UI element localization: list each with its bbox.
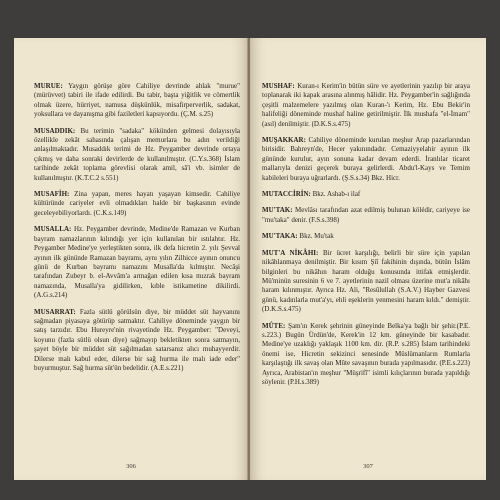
entry-definition: Bir ücret karşılığı, belirli bir süre için yapılan nikâhlanmaya denilmiştir. Bir kısım Şiî fakihinin dışında, bütün İslâm bilginleri bu nikâhın haram olduğu konusunda ittifak etmişlerdir. Mü'minün suresinin 6 ve 7. ayetlerinin nazil olması üzerine mut'a nikâhı haram kılınmıştır. Ayrıca Hz. Ali, "Resûlullah (S.A.V.) Hayber Gazvesi günü, kadınlarla mut'a'yı, ehli eşeklerin yenmesini haram kıldı." demiştir. (D.K.S.s.475) <box>262 248 470 314</box>
entry-definition: Zina yapan, meres hayatı yaşayan kimsedir. Cahiliye kültüründe cariyeler evli olmadıkları halde bir başkasının evinde geceleyebiliyorlardı. (C.K.s.149) <box>34 190 241 217</box>
dictionary-entry <box>34 127 240 183</box>
entry-definition: Hz. Peygamber devrinde, Medine'de Ramazan ve Kurban bayram namazlarının kılındığı yer için kullanılan bir ıstılahtır. Hz. Peygamber Medine'ye yerleştikten sonra, ilk defa hicretin 2. yılı Şevval ayının ilk gününde Ramazan bayramı, aynı yılın Zilhicce ayının onuncu günü de Kurban bayramı namazını Musalla'da kılmıştır. Necâşi tarafından Zubeyr b. el-Avvâm'a armağan edilen kısa mızrak bayram namazında, Musalla'ya gidilirken, kıble istikametine dikilirdi. (A.G.s.214) <box>34 225 240 300</box>
dictionary-entry <box>262 206 470 225</box>
entry-definition: Mevlâsı tarafından azat edilmiş bulunan kölédir, cariyeye ise "mu'taka" denir. (F.S.s.398) <box>262 206 471 224</box>
entry-term: MUSADDIK: <box>34 126 76 135</box>
entry-definition: Yaygın görüşe göre Cahiliye devrinde ahlak "murue" (mürüvvet) tabiri ile ifade edilirdi. Bu tabir, başta yiğitlik ve cömertlik olmak üzere, hürriyet, namusa düşkünlük, misafirperverlik, sadakat, yoksullara ve dayanışma gibi faziletleri kapsıyordu. (Ç.M. s.25) <box>34 82 240 119</box>
left-entries <box>34 82 240 373</box>
entry-term: MUTACCİRİN: <box>262 190 311 199</box>
entry-definition: Bkz. Mu'tak <box>299 232 334 241</box>
left-page <box>14 38 248 480</box>
entry-term: MU'TAK: <box>262 206 293 215</box>
entry-definition: Kuran-ı Kerim'in bütün süre ve ayetlerinin yazılıp bir araya toplanarak iki kapak arasına alınmış hâlidir. Hz. Peygamber'in sağlığında çeşitli malzemelere yazılmış olan Kuran-'ı Kerim, Hz. Ebu Bekir'in halifeliği döneminde mushaf haline getirilmiştir. İlk mushafa "el-İmam" (asıl) denilmiştir. (D.K.S.s.475) <box>262 82 471 128</box>
entry-term: MUŞAKKAR: <box>262 136 306 145</box>
dictionary-entry <box>34 190 240 218</box>
right-entries <box>262 82 470 387</box>
left-page-number: 306 <box>126 463 136 470</box>
dictionary-entry <box>34 225 240 300</box>
entry-term: MUSAFİH: <box>34 190 70 199</box>
entry-term: MU'TAKA: <box>262 232 298 241</box>
dictionary-entry <box>262 232 470 241</box>
entry-definition: Cahiliye döneminde kurulan meşhur Arap pazarlarından birisidir. Bahreyn'de, Hecer yakınındadır. Cemaziyyelahir ayının ilk gününde kurulur, ayın sonuna kadar devam ederdi. İranlılar ticaret mallarıyla denizi geçerek buraya gelirlerdi. Abdu'l-Kays ve Temim kabileleri buraya uğrarlardı. (Ş.S.s.34) Bkz. Hicr. <box>262 136 470 182</box>
entry-definition: Fazla sütlü görülsün diye, bir müddet süt hayvanını sağmadan piyasaya götürüp satmaktır. Cahiliye döneminde yaygın bir satış tarzıdır. Ebu Hureyre'nin rivayetinde Hz. Peygamber: "Deveyi, koyunu (fazla sütlü olsun diye) sağmayıp bekletikten sonra satmayın, şayet böyle bir müddet süt sağılmadan satarsanız alıcı muhayyerdir. Dilerse malı kabul eder, dilerse bir sağ hurma ile malı iade eder" buyurmuştur. Sağ hurma süt'ün bedelidir. (A.E.s.221) <box>34 307 240 372</box>
dictionary-entry <box>34 82 240 120</box>
entry-term: MUSALLA: <box>34 225 72 234</box>
entry-term: MUT'A NİKÂHI: <box>262 248 319 257</box>
right-page-number: 307 <box>363 463 373 470</box>
dictionary-entry <box>262 249 470 315</box>
dictionary-entry <box>262 136 470 183</box>
entry-term: MUSHAF: <box>262 82 295 90</box>
right-page <box>250 38 486 480</box>
entry-definition: Şam'ın Kerek şehrinin güneyinde Belka'ya bağlı bir şehir.(P.E. s.223.) Bugün Ürdün'de, Kerek'in 12 km. güneyinde bir kasabadır. Medine'ye uzaklığı yaklaşık 1100 km. dir. (R.P. s.285) İslam tarihindeki önemi ise, Hicretin sekizinci senesinde Müslümanların Rumlarla karşılaştığı ilk savaş olan Mûte savaşının burada yapılmasıdır. (P.E.s.223) Ayrıca, Arabistan'ın meşhur "Müşrifî" isimli kılıçlarının burada yapıldığı söylenir. (P.H.s.389) <box>262 321 471 386</box>
dictionary-entry <box>262 82 470 129</box>
entry-term: MÛTE: <box>262 321 286 330</box>
dictionary-entry <box>262 322 470 388</box>
entry-term: MURUE: <box>34 82 63 90</box>
entry-term: MUSARRAT: <box>34 307 76 316</box>
entry-definition: Bu terimin "sadaka" kökünden gelmesi dolayısıyla özellikle zekât sahasında çalışan memurlara bu adın verildiği anlaşılmaktadır. Musaddık terimi de Hz. Peygamber devrinde ortaya çıkmış ve daha sonraki devirlerde de kullanılmıştır. (C.Y.s.368) İslam tarihinde zekât toplama görevlisi olarak amil, sâ'i vb. isimler de kullanılmıştır. (K.T.C.2 s.551) <box>34 126 241 182</box>
dictionary-entry <box>262 190 470 199</box>
entry-definition: Bkz. Ashab-ı ilaf <box>312 190 361 199</box>
dictionary-entry <box>34 308 240 374</box>
